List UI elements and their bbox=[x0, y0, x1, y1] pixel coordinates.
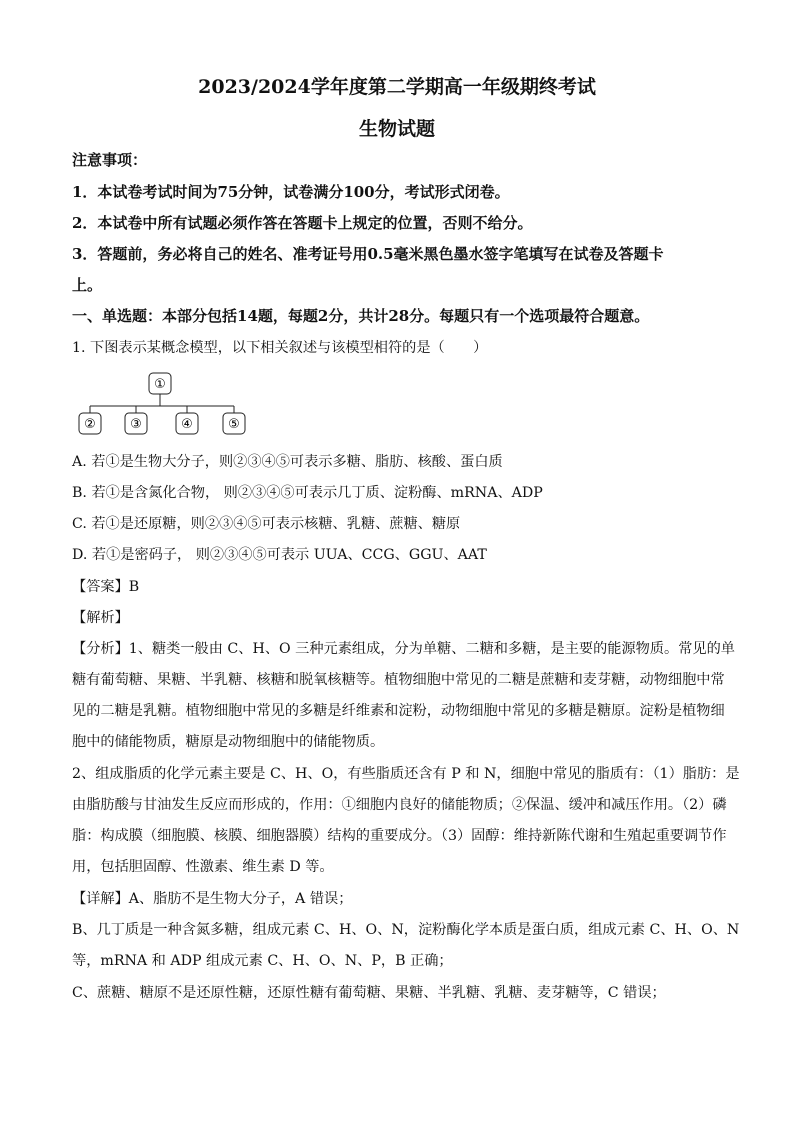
analysis-line: 由脂肪酸与甘油发生反应而形成的，作用：①细胞内良好的储能物质；②保温、缓冲和减压作用。（2）磷 bbox=[72, 797, 727, 813]
section-heading: 一、单选题：本部分包括14题，每题2分，共计28分。每题只有一个选项最符合题意。 bbox=[72, 307, 650, 325]
analysis-line: 胞中的储能物质，糖原是动物细胞中的储能物质。 bbox=[72, 734, 385, 750]
svg-text:④: ④ bbox=[181, 417, 193, 432]
diagram-node-child bbox=[176, 413, 198, 434]
analysis-line: 脂：构成膜（细胞膜、核膜、细胞器膜）结构的重要成分。（3）固醇：维持新陈代谢和生殖起重要调节作 bbox=[72, 828, 727, 844]
diagram-node-child bbox=[223, 413, 245, 434]
answer-label: 【答案】B bbox=[72, 579, 140, 595]
exam-title: 2023/2024学年度第二学期高一年级期终考试 bbox=[198, 76, 596, 98]
svg-text:②: ② bbox=[84, 417, 96, 432]
analysis-line: 2、组成脂质的化学元素主要是 C、H、O，有些脂质还含有 P 和 N，细胞中常见的脂质有：（1）脂肪：是 bbox=[72, 766, 740, 782]
detail-line: B、几丁质是一种含氮多糖，组成元素 C、H、O、N，淀粉酶化学本质是蛋白质，组成元素 C、H、O、N bbox=[72, 922, 740, 938]
svg-text:③: ③ bbox=[130, 417, 142, 432]
exam-subtitle: 生物试题 bbox=[358, 118, 435, 140]
notice-item: 2．本试卷中所有试题必须作答在答题卡上规定的位置，否则不给分。 bbox=[72, 214, 533, 232]
svg-text:①: ① bbox=[154, 377, 166, 392]
analysis-line: 见的二糖是乳糖。植物细胞中常见的多糖是纤维素和淀粉，动物细胞中常见的多糖是糖原。淀粉是植物细 bbox=[72, 703, 725, 719]
option-a: A. 若①是生物大分子，则②③④⑤可表示多糖、脂肪、核酸、蛋白质 bbox=[72, 454, 503, 470]
option-c: C. 若①是还原糖，则②③④⑤可表示核糖、乳糖、蔗糖、糖原 bbox=[72, 516, 461, 532]
diagram-node-root bbox=[149, 373, 171, 394]
notice-item: 1．本试卷考试时间为75分钟，试卷满分100分，考试形式闭卷。 bbox=[72, 183, 510, 201]
diagram-node-child bbox=[79, 413, 101, 434]
notice-item: 3．答题前，务必将自己的姓名、准考证号用0.5毫米黑色墨水签字笔填写在试卷及答题卡 bbox=[72, 245, 664, 263]
analysis-line: 用，包括胆固醇、性激素、维生素 D 等。 bbox=[72, 859, 334, 875]
question-stem: 1. 下图表示某概念模型，以下相关叙述与该模型相符的是（ ） bbox=[72, 340, 488, 356]
detail-line: 等，mRNA 和 ADP 组成元素 C、H、O、N、P，B 正确； bbox=[72, 953, 453, 969]
notice-heading: 注意事项： bbox=[72, 151, 148, 169]
svg-text:⑤: ⑤ bbox=[228, 417, 240, 432]
analysis-line: 糖有葡萄糖、果糖、半乳糖、核糖和脱氧核糖等。植物细胞中常见的二糖是蔗糖和麦芽糖，动物细胞中常 bbox=[72, 672, 725, 688]
notice-item: 上。 bbox=[72, 276, 103, 294]
option-b: B. 若①是含氮化合物， 则②③④⑤可表示几丁质、淀粉酶、mRNA、ADP bbox=[72, 485, 543, 501]
detail-line: 【详解】A、脂肪不是生物大分子，A 错误； bbox=[72, 891, 353, 907]
analysis-label: 【解析】 bbox=[72, 610, 129, 626]
diagram-node-child bbox=[125, 413, 147, 434]
detail-line: C、蔗糖、糖原不是还原性糖，还原性糖有葡萄糖、果糖、半乳糖、乳糖、麦芽糖等，C 错误； bbox=[72, 985, 666, 1001]
concept-model-diagram bbox=[70, 368, 270, 440]
option-d: D. 若①是密码子， 则②③④⑤可表示 UUA、CCG、GGU、AAT bbox=[72, 547, 487, 563]
analysis-line: 【分析】1、糖类一般由 C、H、O 三种元素组成，分为单糖、二糖和多糖，是主要的能源物质。常见的单 bbox=[72, 641, 735, 657]
